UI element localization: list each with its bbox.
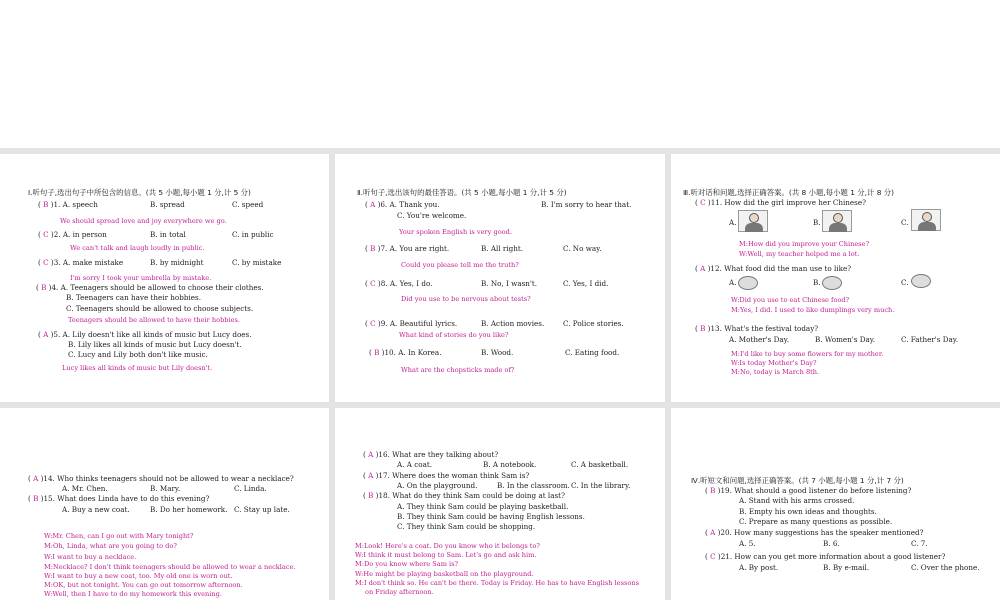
script-10: What are the chopsticks made of? (401, 366, 515, 374)
question-5-option-c: C. Lucy and Lily both don't like music. (68, 350, 208, 359)
script-13-line-3: M:No, today is March 8th. (731, 368, 820, 376)
section-3-heading: Ⅲ.听对话和问题,选择正确答案。(共 8 小题,每小题 1 分,计 8 分) (683, 188, 895, 197)
question-1-option-c: C. speed (232, 200, 264, 209)
panel-questions-14-15 (0, 408, 329, 600)
answer-7: B (370, 244, 376, 253)
question-11-option-b: B. (813, 218, 821, 227)
question-15-option-c: C. Stay up late. (234, 505, 290, 514)
script-12-line-1: W:Did you use to eat Chinese food? (731, 296, 850, 304)
script-2: We can't talk and laugh loudly in public. (70, 244, 205, 252)
answer-4: B (41, 283, 47, 292)
question-19: ( B )19. What should a good listener do before listening? (705, 486, 912, 495)
dialogue-2-line-2: W:I think it must belong to Sam. Let's go and ask him. (355, 551, 537, 559)
answer-15: B (33, 494, 39, 503)
question-8: ( C )8. A. Yes, I do. (365, 279, 433, 288)
question-16-option-a: A. A coat. (397, 460, 433, 469)
question-1: ( B )1. A. speech (38, 200, 98, 209)
section-2-heading: Ⅱ.听句子,选出该句的最佳答语。(共 5 小题,每小题 1 分,计 5 分) (357, 188, 567, 197)
question-9-option-c: C. Police stories. (563, 319, 624, 328)
question-11: ( C )11. How did the girl improve her Chinese? (695, 198, 866, 207)
question-20: ( A )20. How many suggestions has the speaker mentioned? (705, 528, 924, 537)
panel-section-4 (671, 408, 1000, 600)
question-9-option-b: B. Action movies. (481, 319, 545, 328)
question-5: ( A )5. A. Lily doesn't like all kinds of music but Lucy does. (38, 330, 252, 339)
script-1: We should spread love and joy everywhere we go. (60, 217, 227, 225)
answer-21: C (710, 552, 716, 561)
question-20-option-c: C. 7. (911, 539, 928, 548)
dialogue-1-line-1: W:Mr. Chen, can I go out with Mary tonight? (44, 532, 194, 540)
dialogue-1-line-7: W:Well, then I have to do my homework this evening. (44, 590, 222, 598)
question-10-option-b: B. Wood. (481, 348, 514, 357)
question-20-option-a: A. 5. (739, 539, 756, 548)
question-14-option-b: B. Mary. (150, 484, 181, 493)
question-12-option-a: A. (729, 278, 737, 287)
dialogue-1-line-5: W:I want to buy a new coat, too. My old one is worn out. (44, 572, 233, 580)
question-5-option-b: B. Lily likes all kinds of music but Lucy doesn't. (68, 340, 242, 349)
question-12: ( A )12. What food did the man use to like? (695, 264, 852, 273)
dialogue-2-line-3: M:Do you know where Sam is? (355, 560, 459, 568)
question-21-option-b: B. By e-mail. (823, 563, 870, 572)
question-6-option-b: B. I'm sorry to hear that. (541, 200, 632, 209)
question-18-option-c: C. They think Sam could be shopping. (397, 522, 536, 531)
panel-section-1 (0, 154, 329, 402)
question-17: ( A )17. Where does the woman think Sam is? (363, 471, 530, 480)
question-17-option-c: C. In the library. (571, 481, 631, 490)
script-11-line-2: W:Well, my teacher helped me a lot. (739, 250, 860, 258)
option-a-dumplings-picture (738, 276, 758, 290)
question-4-option-b: B. Teenagers can have their hobbies. (66, 293, 201, 302)
answer-2: C (43, 230, 49, 239)
dialogue-1-line-4: M:Necklace? I don't think teenagers should be allowed to wear a necklace. (44, 563, 296, 571)
question-18-option-a: A. They think Sam could be playing basketball. (397, 502, 569, 511)
answer-13: B (700, 324, 706, 333)
question-15-option-a: A. Buy a new coat. (62, 505, 130, 514)
question-19-option-a: A. Stand with his arms crossed. (739, 496, 855, 505)
answer-3: C (43, 258, 49, 267)
question-9: ( C )9. A. Beautiful lyrics. (365, 319, 458, 328)
question-16-option-b: B. A notebook. (483, 460, 537, 469)
question-1-option-b: B. spread (150, 200, 185, 209)
question-12-option-c: C. (901, 278, 909, 287)
question-13-option-b: B. Women's Day. (815, 335, 876, 344)
question-11-option-c: C. (901, 218, 909, 227)
question-2-option-b: B. in total (150, 230, 186, 239)
script-13-line-1: M:I'd like to buy some flowers for my mother. (731, 350, 884, 358)
answer-14: A (33, 474, 39, 483)
dialogue-2-line-6: on Friday afternoon. (365, 588, 434, 596)
option-c-bread-picture (911, 274, 931, 288)
answer-20: A (710, 528, 716, 537)
question-10-option-c: C. Eating food. (565, 348, 620, 357)
question-13-option-a: A. Mother's Day. (729, 335, 790, 344)
script-13-line-2: W:Is today Mother's Day? (731, 359, 817, 367)
question-19-option-c: C. Prepare as many questions as possible. (739, 517, 893, 526)
dialogue-1-line-2: M:Oh, Linda, what are you going to do? (44, 542, 177, 550)
question-7-option-c: C. No way. (563, 244, 602, 253)
answer-18: B (368, 491, 374, 500)
question-15-option-b: B. Do her homework. (150, 505, 228, 514)
section-1-heading: Ⅰ.听句子,选出句子中所包含的信息。(共 5 小题,每小题 1 分,计 5 分) (28, 188, 251, 197)
question-21-option-c: C. Over the phone. (911, 563, 980, 572)
script-3: I'm sorry I took your umbrella by mistake. (70, 274, 212, 282)
answer-6: A (370, 200, 376, 209)
script-12-line-2: M:Yes, I did. I used to like dumplings very much. (731, 306, 895, 314)
question-6: ( A )6. A. Thank you. (365, 200, 440, 209)
question-14-option-a: A. Mr. Chen. (62, 484, 108, 493)
question-7-option-b: B. All right. (481, 244, 524, 253)
question-18-option-b: B. They think Sam could be having English lessons. (397, 512, 585, 521)
section-4-heading: Ⅳ.听短文和问题,选择正确答案。(共 7 小题,每小题 1 分,计 7 分) (691, 476, 904, 485)
option-c-teacher-picture (911, 209, 941, 231)
answer-10: B (374, 348, 380, 357)
dialogue-2-line-5: M:I don't think so. He can't be there. Today is Friday. He has to have English lessons (355, 579, 639, 587)
script-9: What kind of stories do you like? (399, 331, 509, 339)
script-11-line-1: M:How did you improve your Chinese? (739, 240, 870, 248)
panel-questions-16-18 (335, 408, 665, 600)
answer-11: C (700, 198, 706, 207)
question-13-option-c: C. Father's Day. (901, 335, 959, 344)
question-2-option-c: C. in public (232, 230, 274, 239)
panel-section-2 (335, 154, 665, 402)
answer-1: B (43, 200, 49, 209)
question-7: ( B )7. A. You are right. (365, 244, 450, 253)
answer-8: C (370, 279, 376, 288)
script-7: Could you please tell me the truth? (401, 261, 519, 269)
question-21: ( C )21. How can you get more information about a good listener? (705, 552, 946, 561)
question-3-option-b: B. by midnight (150, 258, 204, 267)
question-16-option-c: C. A basketball. (571, 460, 629, 469)
question-14-option-c: C. Linda. (234, 484, 267, 493)
dialogue-1-line-3: W:I want to buy a necklace. (44, 553, 137, 561)
question-18: ( B )18. What do they think Sam could be doing at last? (363, 491, 565, 500)
question-17-option-a: A. On the playground. (397, 481, 478, 490)
answer-17: A (368, 471, 374, 480)
script-5: Lucy likes all kinds of music but Lily doesn't. (62, 364, 213, 372)
dialogue-2-line-1: M:Look! Here's a coat. Do you know who it belongs to? (355, 542, 540, 550)
option-a-student-picture (738, 210, 768, 232)
answer-5: A (43, 330, 49, 339)
question-8-option-b: B. No, I wasn't. (481, 279, 538, 288)
answer-9: C (370, 319, 376, 328)
script-6: Your spoken English is very good. (399, 228, 512, 236)
question-4: ( B )4. A. Teenagers should be allowed to choose their clothes. (36, 283, 264, 292)
script-8: Did you use to be nervous about tests? (401, 295, 531, 303)
option-b-burger-picture (822, 276, 842, 290)
answer-19: B (710, 486, 716, 495)
dialogue-1-line-6: M:OK, but not tonight. You can go out tomorrow afternoon. (44, 581, 243, 589)
question-8-option-c: C. Yes, I did. (563, 279, 609, 288)
question-10: ( B )10. A. In Korea. (369, 348, 442, 357)
question-21-option-a: A. By post. (739, 563, 779, 572)
question-4-option-c: C. Teenagers should be allowed to choose subjects. (66, 304, 254, 313)
question-6-option-c: C. You're welcome. (397, 211, 467, 220)
question-11-option-a: A. (729, 218, 737, 227)
question-15: ( B )15. What does Linda have to do this evening? (28, 494, 210, 503)
question-17-option-b: B. In the classroom. (497, 481, 570, 490)
question-19-option-b: B. Empty his own ideas and thoughts. (739, 507, 877, 516)
question-14: ( A )14. Who thinks teenagers should not be allowed to wear a necklace? (28, 474, 294, 483)
question-13: ( B )13. What's the festival today? (695, 324, 819, 333)
question-12-option-b: B. (813, 278, 821, 287)
script-4: Teenagers should be allowed to have their hobbies. (68, 316, 241, 324)
question-3-option-c: C. by mistake (232, 258, 282, 267)
question-2: ( C )2. A. in person (38, 230, 107, 239)
option-b-classroom-picture (822, 210, 852, 232)
answer-12: A (700, 264, 706, 273)
dialogue-2-line-4: W:He might be playing basketball on the playground. (355, 570, 534, 578)
question-20-option-b: B. 6. (823, 539, 840, 548)
question-3: ( C )3. A. make mistake (38, 258, 124, 267)
question-16: ( A )16. What are they talking about? (363, 450, 499, 459)
panel-section-3 (671, 154, 1000, 402)
answer-16: A (368, 450, 374, 459)
